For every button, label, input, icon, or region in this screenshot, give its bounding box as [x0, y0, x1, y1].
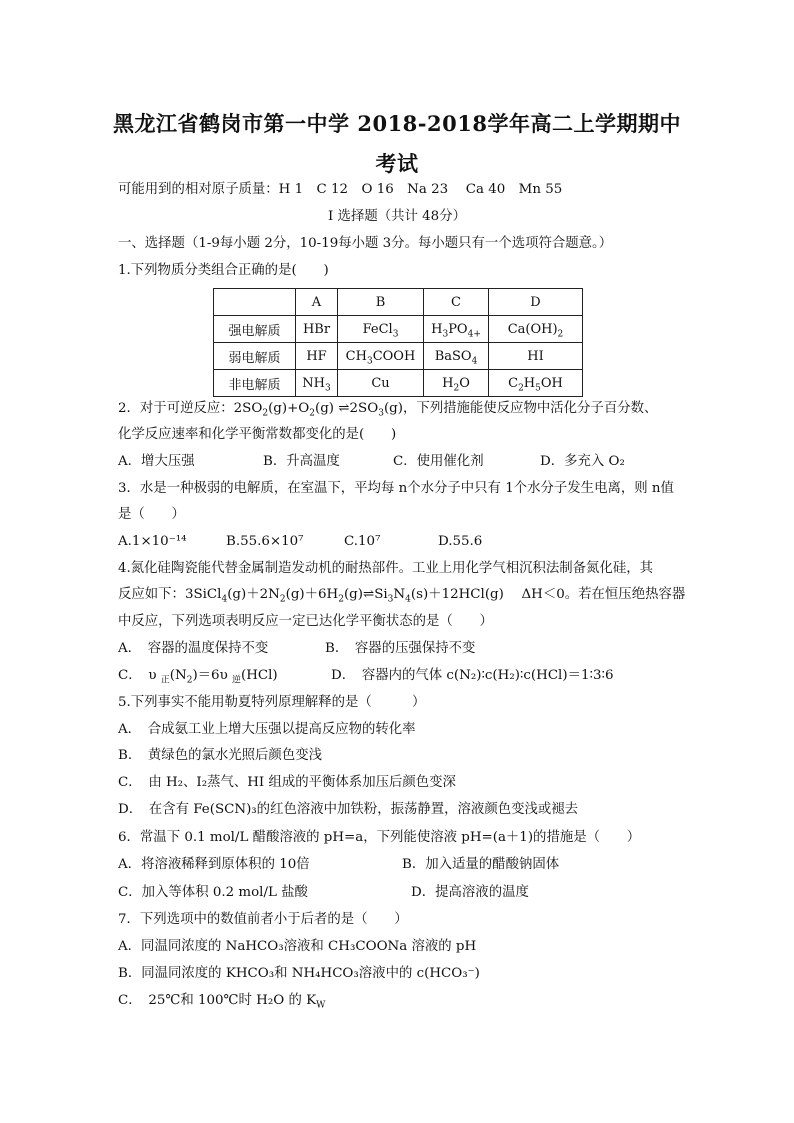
table-cell: HF: [296, 343, 338, 370]
q6-option-c: C．加入等体积 0.2 mol/L 盐酸: [118, 885, 308, 900]
q3-option-b: B.55.6×10⁷: [226, 534, 304, 549]
q2-option-b: B．升高温度: [263, 454, 340, 469]
q6-option-b: B．加入适量的醋酸钠固体: [402, 857, 560, 872]
table-row: [214, 343, 583, 370]
q7-option-c: C． 25℃和 100℃时 H₂O 的 $K_W$: [118, 993, 326, 1011]
row-label: 非电解质: [214, 370, 296, 397]
table-cell: $NH_3$: [296, 370, 338, 397]
section-instructions: 一、选择题（1-9每小题 2分，10-19每小题 3分。每小题只有一个选项符合题意。）: [118, 236, 613, 251]
q5-option-a: A． 合成氨工业上增大压强以提高反应物的转化率: [118, 722, 416, 737]
equilibrium-arrow-icon: ⇌: [338, 401, 350, 416]
table-cell: $C_2H_5OH$: [489, 370, 583, 397]
table-cell: BaSO$_4$: [424, 343, 489, 370]
q3-option-d: D.55.6: [438, 534, 483, 549]
row-label: 强电解质: [214, 316, 296, 343]
q2-option-c: C．使用催化剂: [393, 454, 484, 469]
table-header-cell: D: [489, 289, 583, 316]
q3-option-a: A.1×10⁻¹⁴: [118, 534, 187, 549]
table-row: [214, 370, 583, 397]
q7-stem: 7．下列选项中的数值前者小于后者的是（ ）: [118, 912, 408, 927]
table-cell: $H_3PO_{4+}$: [424, 316, 489, 343]
table-header-cell: [214, 289, 296, 316]
table-cell: HI: [489, 343, 583, 370]
q4-stem-line3: 中反应，下列选项表明反应一定已达化学平衡状态的是（ ）: [118, 614, 493, 629]
q6-option-a: A．将溶液稀释到原体积的 10倍: [118, 857, 310, 872]
table-header-row: [214, 289, 583, 316]
exam-title-line1: 黑龙江省鹤岗市第一中学 2018-2018学年高二上学期期中: [113, 111, 681, 136]
q4-option-a: A． 容器的温度保持不变: [118, 641, 269, 656]
q4-stem-line1: 4.氮化硅陶瓷能代替金属制造发动机的耐热部件。工业上用化学气相沉积法制备氮化硅，其: [118, 561, 654, 576]
q7-option-a: A．同温同浓度的 NaHCO₃溶液和 CH₃COONa 溶液的 pH: [118, 939, 477, 954]
table-header-cell: C: [424, 289, 489, 316]
q1-classification-table: [213, 288, 583, 397]
q4-option-c: C． υ $_正(N_2)=6\upsilon$ $_逆$(HCl): [118, 668, 278, 686]
table-cell: Cu: [338, 370, 424, 397]
q4-stem-line2: 反应如下：$3SiCl_4(g)+2N_2(g)+6H_2(g)\rightleftharpoons Si_3N_4(s)+12HCl(g)$ ΔH＜0。若在恒压绝热容器: [118, 587, 686, 605]
q6-stem: 6．常温下 0.1 mol/L 醋酸溶液的 pH=a，下列能使溶液 pH=(a＋1)的措施是（ ）: [118, 830, 641, 845]
q1-stem: 1.下列物质分类组合正确的是( ): [118, 263, 329, 278]
table-cell: $CH_3COOH$: [338, 343, 424, 370]
exam-title-line2: 考试: [375, 151, 419, 176]
q2-option-d: D．多充入 O₂: [540, 454, 625, 469]
q5-option-c: C． 由 H₂、I₂蒸气、HI 组成的平衡体系加压后颜色变深: [118, 775, 456, 790]
q6-option-d: D．提高溶液的温度: [411, 885, 529, 900]
q3-stem-line1: 3．水是一种极弱的电解质，在室温下，平均每 n个水分子中只有 1个水分子发生电离，则 n值: [118, 481, 674, 496]
table-cell: HBr: [296, 316, 338, 343]
q7-option-b: B．同温同浓度的 KHCO₃和 NH₄HCO₃溶液中的 c(HCO₃⁻): [118, 966, 480, 981]
table-cell: $Ca(OH)_2$: [489, 316, 583, 343]
section-title: I 选择题（共计 48分）: [328, 209, 466, 224]
q5-option-d: D． 在含有 Fe(SCN)₃的红色溶液中加铁粉，振荡静置，溶液颜色变浅或褪去: [118, 802, 579, 817]
row-label: 弱电解质: [214, 343, 296, 370]
q3-stem-line2: 是（ ）: [118, 507, 185, 522]
table-header-cell: B: [338, 289, 424, 316]
atomic-masses: 可能用到的相对原子质量：H 1 C 12 O 16 Na 23 Ca 40 Mn 55: [118, 182, 563, 197]
equilibrium-arrow-icon: ⇌: [362, 587, 375, 602]
q3-option-c: C.10⁷: [344, 534, 381, 549]
q4-option-d: D． 容器内的气体 c(N₂)∶c(H₂)∶c(HCl)＝1∶3∶6: [331, 668, 614, 683]
q2-stem: 2．对于可逆反应：$2SO_2(g)+O_2(g)$ $\rightleftharpoons 2SO_3(g)$，下列措施能使反应物中活化分子百分数、: [118, 401, 658, 419]
table-header-cell: A: [296, 289, 338, 316]
table-cell: FeCl$_3$: [338, 316, 424, 343]
q5-stem: 5.下列事实不能用勒夏特列原理解释的是（ ）: [118, 695, 426, 710]
q2-option-a: A．增大压强: [118, 454, 195, 469]
q5-option-b: B． 黄绿色的氯水光照后颜色变浅: [118, 748, 322, 763]
table-cell: $H_2O$: [424, 370, 489, 397]
q4-option-b: B． 容器的压强保持不变: [325, 641, 476, 656]
q2-stem-line2: 化学反应速率和化学平衡常数都变化的是( ): [118, 427, 397, 442]
table-row: [214, 316, 583, 343]
